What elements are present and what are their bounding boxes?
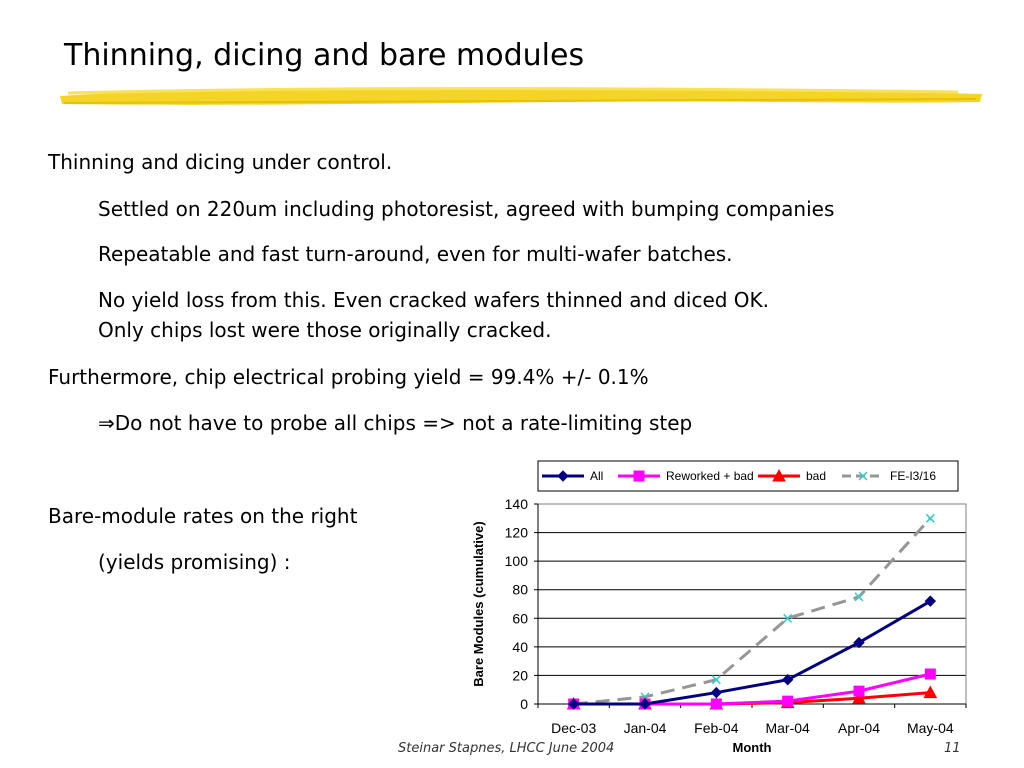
- legend-label: FE-I3/16: [890, 469, 937, 483]
- footer-author: Steinar Stapnes, LHCC June 2004: [398, 741, 615, 756]
- x-tick-label-mar-04: Mar-04: [765, 720, 810, 736]
- data-point-reworked-bad: [711, 699, 721, 709]
- legend-marker: [634, 471, 644, 481]
- x-tick-label-jan-04: Jan-04: [623, 720, 667, 736]
- series-line-all: [574, 601, 931, 704]
- plot-area-border: [538, 504, 966, 704]
- y-tick-label: 80: [512, 581, 528, 598]
- legend-label: bad: [806, 469, 827, 483]
- body-line-no-yield-loss: No yield loss from this. Even cracked wafers thinned and diced OK.: [98, 288, 770, 312]
- footer-page-number: 11: [944, 741, 961, 756]
- series-all: [569, 596, 936, 709]
- y-axis-label: Bare Modules (cumulative): [471, 521, 486, 687]
- data-point-reworked-bad: [925, 669, 935, 679]
- data-point-reworked-bad: [854, 686, 864, 696]
- y-tick-label: 60: [512, 610, 528, 627]
- x-tick-label-apr-04: Apr-04: [837, 720, 881, 736]
- body-line-settled-220um: Settled on 220um including photoresist, agreed with bumping companies: [98, 197, 835, 221]
- x-tick-label-dec-03: Dec-03: [551, 720, 597, 736]
- bare-modules-line-chart: [460, 455, 970, 760]
- body-line-chips-lost: Only chips lost were those originally cracked.: [98, 318, 552, 342]
- y-tick-label: 0: [520, 696, 528, 712]
- y-tick-label: 40: [512, 638, 528, 655]
- y-tick-label: 20: [512, 667, 528, 684]
- body-line-not-rate-limiting: ⇒Do not have to probe all chips => not a rate-limiting step: [98, 411, 693, 435]
- body-line-repeatable: Repeatable and fast turn-around, even for multi-wafer batches.: [98, 242, 733, 266]
- series-line-fe-i3-16: [574, 518, 931, 704]
- body-line-probing-yield: Furthermore, chip electrical probing yield = 99.4% +/- 0.1%: [48, 365, 649, 389]
- x-axis-label: Month: [732, 740, 772, 755]
- data-point-fe-i3-16: [926, 514, 934, 522]
- series-fe-i3-16: [570, 514, 935, 708]
- body-line-bare-module-rates: Bare-module rates on the right: [48, 504, 358, 528]
- body-line-thinning-dicing: Thinning and dicing under control.: [48, 150, 393, 174]
- data-point-all: [711, 688, 721, 698]
- x-tick-label-may-04: May-04: [906, 720, 954, 736]
- title-underline-brushstroke: [58, 82, 984, 112]
- y-tick-label: 140: [504, 496, 528, 512]
- y-tick-label: 120: [504, 524, 528, 541]
- y-tick-label: 100: [504, 553, 528, 570]
- legend-item-reworked-bad: [618, 469, 754, 483]
- legend-label: Reworked + bad: [666, 469, 754, 483]
- legend-label: All: [590, 469, 604, 483]
- data-point-reworked-bad: [783, 696, 793, 706]
- body-line-yields-promising: (yields promising) :: [98, 550, 291, 574]
- slide-title: Thinning, dicing and bare modules: [64, 38, 585, 73]
- x-tick-label-feb-04: Feb-04: [694, 720, 739, 736]
